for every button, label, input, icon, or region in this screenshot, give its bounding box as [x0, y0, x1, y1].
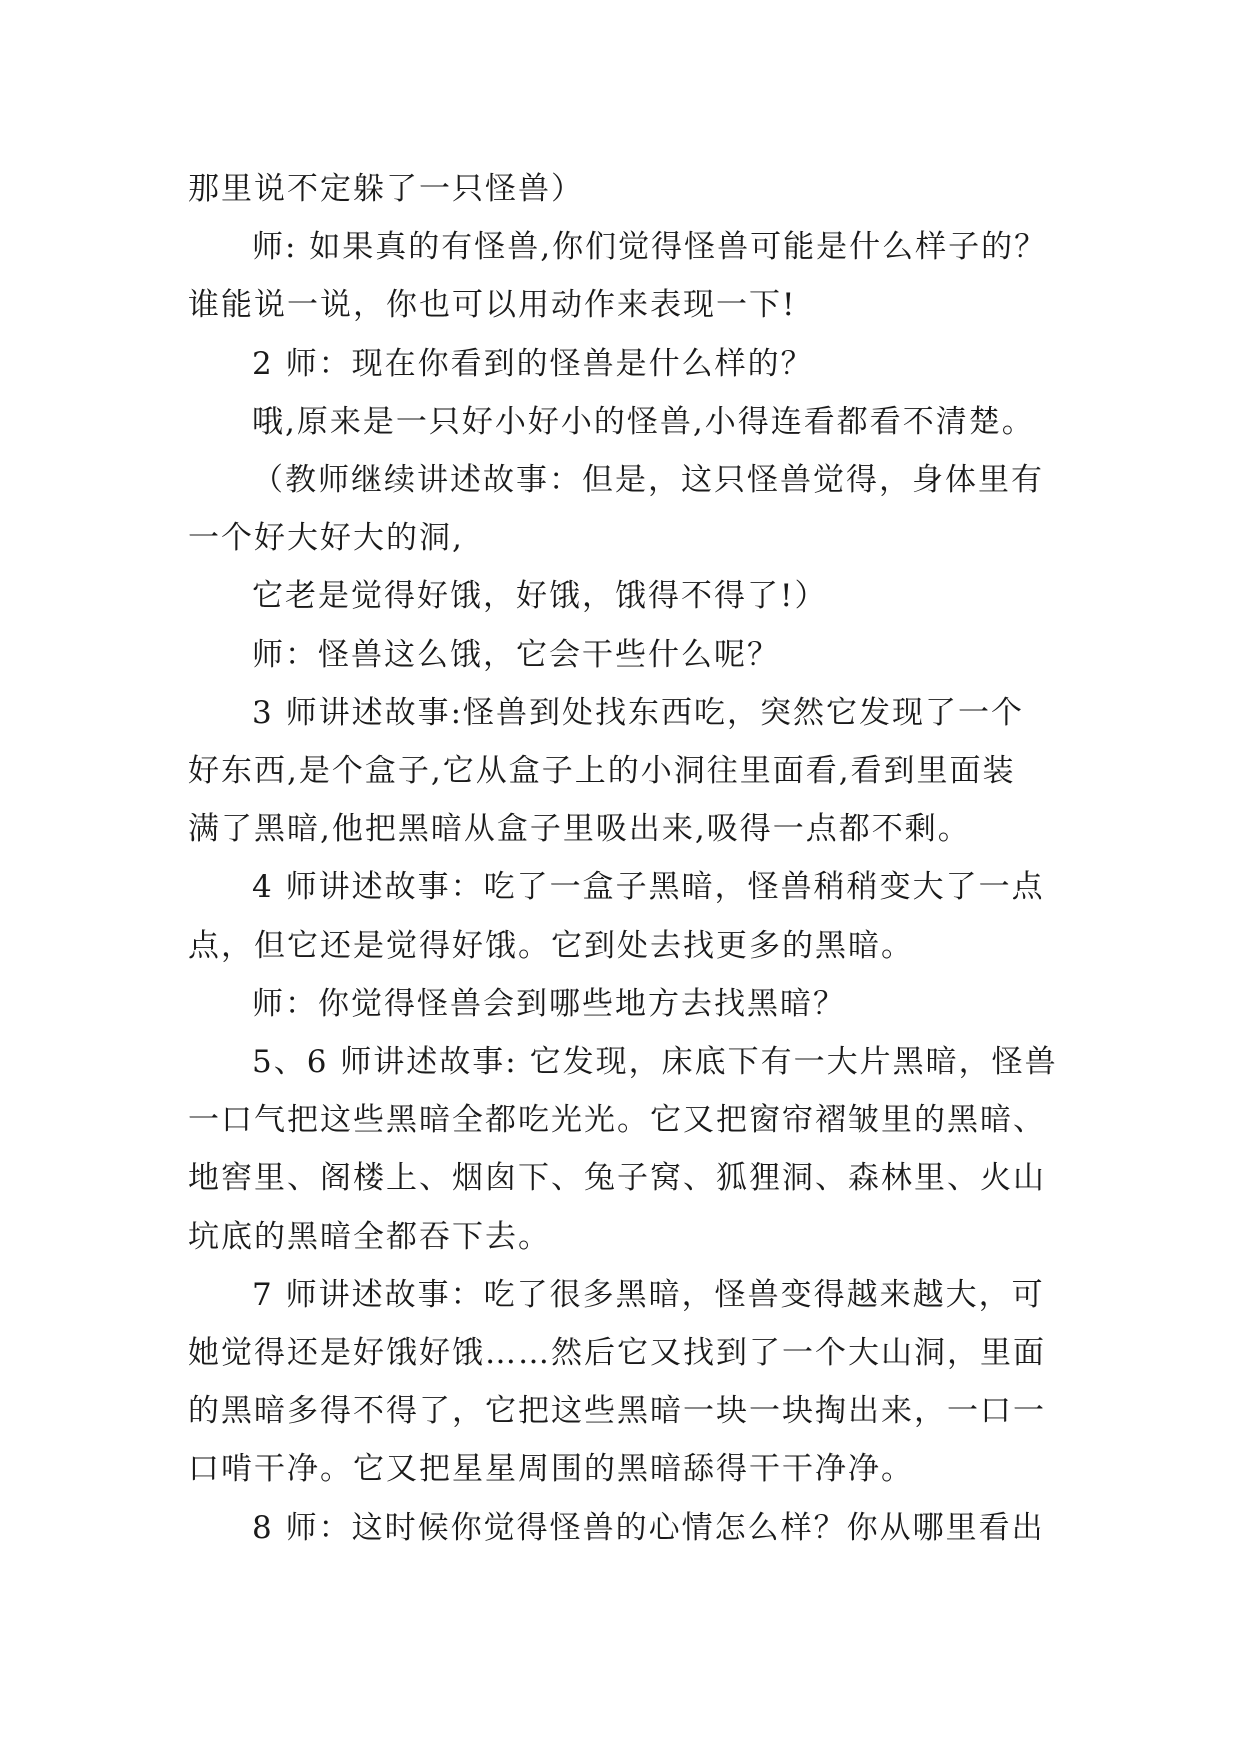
text-line: 口啃干净。它又把星星周围的黑暗舔得干干净净。 — [188, 1451, 914, 1488]
text-line: 谁能说一说，你也可以用动作来表现一下! — [188, 287, 797, 324]
text-line: 她觉得还是好饿好饿……然后它又找到了一个大山洞，里面 — [188, 1335, 1046, 1372]
text-line: 师：怪兽这么饿，它会干些什么呢？ — [252, 636, 780, 673]
text-line: 它老是觉得好饿，好饿，饿得不得了!） — [252, 578, 828, 615]
text-line: 坑底的黑暗全都吞下去。 — [188, 1218, 551, 1255]
text-line: 好东西,是个盒子,它从盒子上的小洞往里面看,看到里面装 — [188, 753, 1016, 790]
body-text — [188, 160, 1068, 1557]
text-line: 的黑暗多得不得了，它把这些黑暗一块一块掏出来，一口一 — [188, 1393, 1046, 1430]
text-line: 点，但它还是觉得好饿。它到处去找更多的黑暗。 — [188, 927, 914, 964]
text-line: 地窖里、阁楼上、烟囱下、兔子窝、狐狸洞、森林里、火山 — [188, 1160, 1046, 1197]
text-line: 师: 如果真的有怪兽,你们觉得怪兽可能是什么样子的？ — [252, 229, 1048, 266]
text-line: 4 师讲述故事：吃了一盒子黑暗，怪兽稍稍变大了一点 — [252, 869, 1045, 906]
text-line: 3 师讲述故事:怪兽到处找东西吃，突然它发现了一个 — [252, 694, 1025, 731]
text-line: 5、6 师讲述故事: 它发现，床底下有一大片黑暗，怪兽 — [252, 1044, 1058, 1081]
text-line: （教师继续讲述故事：但是，这只怪兽觉得，身体里有 — [252, 462, 1044, 499]
text-line: 8 师：这时候你觉得怪兽的心情怎么样？你从哪里看出 — [252, 1509, 1045, 1546]
text-line: 2 师：现在你看到的怪兽是什么样的？ — [252, 345, 814, 382]
text-line: 师：你觉得怪兽会到哪些地方去找黑暗？ — [252, 985, 846, 1022]
text-line: 一个好大好大的洞, — [188, 520, 464, 557]
text-line: 满了黑暗,他把黑暗从盒子里吸出来,吸得一点都不剩。 — [188, 811, 971, 848]
text-line: 7 师讲述故事：吃了很多黑暗，怪兽变得越来越大，可 — [252, 1276, 1045, 1313]
text-line: 哦,原来是一只好小好小的怪兽,小得连看都看不清楚。 — [252, 403, 1035, 440]
text-line: 那里说不定躲了一只怪兽） — [188, 171, 584, 207]
text-line: 一口气把这些黑暗全都吃光光。它又把窗帘褶皱里的黑暗、 — [188, 1102, 1046, 1139]
